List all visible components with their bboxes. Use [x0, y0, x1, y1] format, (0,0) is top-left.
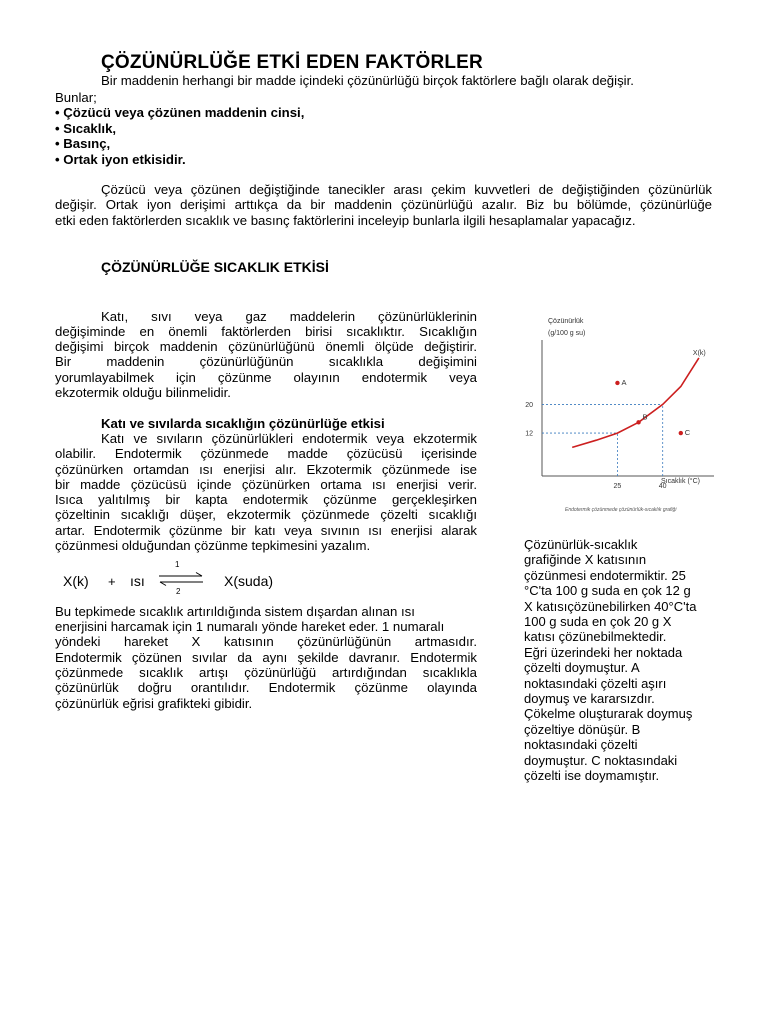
factor-item: • Ortak iyon etkisidir.	[55, 152, 186, 167]
paragraph-line: değişimi birçok maddenin çözünürlüğünü önemli ölçüde değiştirir.	[55, 339, 477, 354]
paragraph-line: artar. Endotermik çözünme bir katı veya sıvının ısı enerjisi alarak	[55, 523, 477, 538]
paragraph-line: olabilir. Endotermik çözünmede madde çözücüsü içerisinde	[55, 446, 477, 461]
paragraph-line: bir madde çözücüsü içinde çözünürken ortama ısı enerjisi verir.	[55, 477, 477, 492]
caption-line: noktasındaki çözelti	[524, 737, 638, 753]
x-tick-label: 25	[613, 483, 622, 490]
paragraph-line: çözünmede sıcaklık artışı çözünürlüğü artırdığından sıcaklıkla	[55, 665, 477, 680]
series-label: X(k)	[692, 349, 706, 357]
caption-line: noktasındaki çözelti aşırı	[524, 675, 667, 691]
paragraph-line: değişir. Ortak iyon derişimi arttıkça da bir maddenin çözünürlüğü azalır. Biz bu bölümde, çözünürlüğe	[55, 197, 712, 212]
arrow-label-forward: 1	[175, 560, 180, 569]
data-point-b	[636, 420, 640, 424]
paragraph-line: çözünürlük eğrisi grafikteki gibidir.	[55, 696, 253, 711]
paragraph-line: Çözücü veya çözünen değiştiğinde tanecikler arası çekim kuvvetleri de değiştiğinden çözünürlük	[101, 182, 712, 197]
caption-line: doymuştur. C noktasındaki	[524, 752, 678, 768]
paragraph-line: değişiminde en önemli faktörlerden birisi sıcaklıktır. Sıcaklığın	[55, 324, 477, 339]
caption-line: Çökelme oluşturarak doymuş	[524, 706, 693, 722]
caption-line: çözünmesi endotermiktir. 25	[524, 567, 686, 583]
subheading: Katı ve sıvılarda sıcaklığın çözünürlüğe etkisi	[101, 416, 385, 431]
paragraph-line: Endotermik çözünen sıvılar da aynı şekilde davranır. Endotermik	[55, 650, 477, 665]
caption-line: katısı çözünebilmektedir.	[524, 629, 667, 645]
point-label: A	[621, 377, 627, 387]
paragraph-line: Bir maddenin çözünürlüğünün sıcaklıkla değişimini	[55, 354, 477, 369]
factor-item: • Çözücü veya çözünen maddenin cinsi,	[55, 105, 305, 120]
paragraph-line: Katı ve sıvıların çözünürlükleri endotermik veya ekzotermik	[101, 431, 477, 446]
plus-sign: +	[108, 574, 116, 589]
paragraph-line: Katı, sıvı veya gaz maddelerin çözünürlüklerinin	[101, 309, 477, 324]
y-axis-label: Çözünürlük	[548, 318, 584, 325]
paragraph-line: Bu tepkimede sıcaklık artırıldığında sistem dışardan alınan ısı	[55, 604, 415, 619]
y-tick-label: 20	[525, 401, 533, 409]
equilibrium-arrow-icon	[158, 572, 204, 586]
y-axis-unit: (g/100 g su)	[548, 330, 586, 337]
factor-item: • Basınç,	[55, 136, 111, 151]
data-point-c	[679, 431, 683, 435]
page-title: ÇÖZÜNÜRLÜĞE ETKİ EDEN FAKTÖRLER	[101, 52, 483, 73]
factor-item: • Sıcaklık,	[55, 121, 117, 136]
paragraph-line: yöndeki hareket X katısının çözünürlüğünün artmasıdır.	[55, 634, 477, 649]
caption-line: doymuş ve kararsızdır.	[524, 691, 655, 707]
paragraph-line: çözünmesi olduğundan çözünme tepkimesini yazalım.	[55, 538, 371, 553]
caption-line: X katısıçözünebilirken 40°C'ta	[524, 598, 697, 614]
intro-text: Bir maddenin herhangi bir madde içindeki çözünürlüğü birçok faktörlere bağlı olarak değişir.	[101, 73, 634, 88]
list-heading: Bunlar;	[55, 90, 97, 105]
heat-term: ısı	[130, 573, 145, 589]
paragraph-line: çözünürken ortamdan ısı enerjisi alır. Ekzotermik çözünmede ise	[55, 462, 477, 477]
data-point-a	[615, 381, 619, 385]
arrow-label-reverse: 2	[176, 587, 181, 596]
point-label: B	[642, 412, 648, 422]
caption-line: 100 g suda en çok 20 g X	[524, 614, 672, 630]
paragraph-line: enerjisini harcamak için 1 numaralı yönde hareket eder. 1 numaralı	[55, 619, 445, 634]
reaction-equation	[55, 560, 355, 600]
paragraph-line: çözeltinin sıcaklığı düşer, ekzotermik çözünmede çözelti sıcaklığı	[55, 507, 477, 522]
paragraph-line: yorumlayabilmek için çözünme olayının endotermik veya	[55, 370, 477, 385]
caption-line: çözelti ise doymamıştır.	[524, 768, 660, 784]
caption-line: Eğri üzerindeki her noktada	[524, 644, 683, 660]
product: X(suda)	[224, 573, 274, 589]
caption-line: °C'ta 100 g suda en çok 12 g	[524, 583, 691, 599]
caption-line: grafiğinde X katısının	[524, 552, 647, 568]
y-tick-label: 12	[525, 430, 533, 438]
point-label: C	[684, 428, 691, 438]
reactant: X(k)	[63, 573, 89, 589]
paragraph-line: Isıca yalıtılmış bir kapta endotermik çözünme gerçekleşirken	[55, 492, 477, 507]
section-title: ÇÖZÜNÜRLÜĞE SICAKLIK ETKİSİ	[101, 259, 329, 275]
caption-line: Çözünürlük-sıcaklık	[524, 537, 638, 552]
paragraph-line: çözünürlük doğru orantılıdır. Endotermik çözünme olayında	[55, 680, 477, 695]
paragraph-line: etki eden faktörlerden sıcaklık ve basınç faktörlerini inceleyip bunlarla ilgili hesaplamalar yapacağız.	[55, 213, 636, 228]
x-tick-label: 40	[658, 483, 667, 490]
figure-caption	[524, 537, 696, 784]
paragraph-line: ekzotermik olduğu bilinmelidir.	[55, 385, 231, 400]
caption-line: çözeltiye dönüşür. B	[524, 721, 641, 737]
chart-title: Endotermik çözünmede çözünürlük-sıcaklık grafiği	[565, 507, 677, 513]
x-axis-label: Sıcaklık (°C)	[661, 478, 700, 485]
caption-line: çözelti doymuştur. A	[524, 660, 640, 676]
solubility-temperature-chart	[525, 305, 725, 517]
